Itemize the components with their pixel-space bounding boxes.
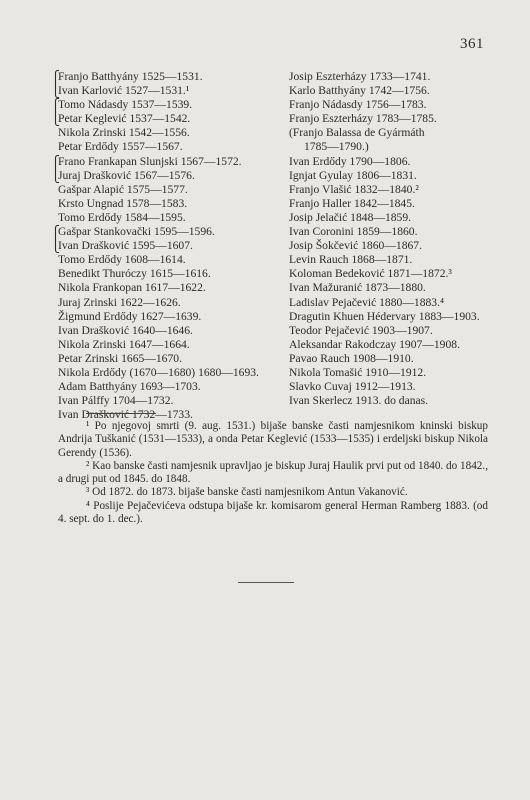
ban-entry bbox=[58, 338, 280, 352]
ban-entry-text: Levin Rauch 1868—1871. bbox=[289, 253, 413, 267]
brace-mark: ⎩ bbox=[51, 168, 60, 183]
ban-entry bbox=[289, 296, 494, 310]
footnote-separator bbox=[86, 413, 156, 414]
ban-entry-text: Ivan Drašković 1640—1646. bbox=[58, 323, 193, 337]
ban-entry-text: Žigmund Erdődy 1627—1639. bbox=[58, 309, 202, 323]
ban-entry-text: Adam Batthyány 1693—1703. bbox=[58, 380, 201, 394]
ban-entry-text: Petar Keglević 1537—1542. bbox=[58, 112, 191, 126]
brace-mark: ⎧ bbox=[51, 154, 60, 169]
ban-entry-text: Benedikt Thuróczy 1615—1616. bbox=[58, 267, 211, 281]
ban-entry bbox=[289, 211, 494, 225]
right-column bbox=[289, 70, 494, 408]
ban-entry bbox=[289, 310, 494, 324]
ban-entry bbox=[289, 394, 494, 408]
footnote-4: ⁴ Poslije Pejačevićeva odstupa bijaše kr. komisarom general Herman Ramberg 1883. (od 4. sept. do 1. dec.). bbox=[58, 499, 488, 526]
ban-entry-text: Ivan Erdődy 1790—1806. bbox=[289, 154, 411, 168]
ban-entry bbox=[289, 169, 494, 183]
brace-mark: ⎩ bbox=[51, 84, 60, 99]
ban-entry-text: Ivan Coronini 1859—1860. bbox=[289, 225, 418, 239]
ban-entry bbox=[51, 154, 280, 169]
ban-entry bbox=[58, 183, 280, 197]
ban-entry-text: Ivan Drašković 1595—1607. bbox=[58, 239, 193, 253]
ban-entry bbox=[51, 70, 280, 84]
ban-entry bbox=[289, 98, 494, 112]
ban-entry bbox=[51, 98, 280, 113]
ban-entry-text: Teodor Pejačević 1903—1907. bbox=[289, 323, 433, 337]
ban-entry bbox=[58, 253, 280, 267]
ban-entry bbox=[58, 394, 280, 408]
ban-entry-text: Franjo Batthyány 1525—1531. bbox=[58, 70, 203, 83]
ban-entry-text: Koloman Bedeković 1871—1872.³ bbox=[289, 267, 452, 281]
page-number: 361 bbox=[460, 36, 484, 52]
ban-entry-text: Ivan Skerlecz 1913. do danas. bbox=[289, 394, 429, 408]
footnote-3: ³ Od 1872. do 1873. bijaše banske časti namjesnikom Antun Vakanović. bbox=[86, 486, 408, 499]
ban-entry-text: Ivan Pálffy 1704—1732. bbox=[58, 394, 174, 408]
ban-entry bbox=[51, 84, 280, 99]
footnotes bbox=[58, 420, 488, 526]
ban-entry bbox=[58, 281, 280, 295]
left-column bbox=[51, 70, 280, 422]
ban-entry bbox=[289, 155, 494, 169]
ban-entry bbox=[58, 140, 280, 154]
footnote-1: ¹ Po njegovoj smrti (9. aug. 1531.) bijaše banske časti namjesnikom kninski biskup Andrija Tuškanić (1531—1533), a onda Petar Keglević (1533—1535) i erdeljski biskup Nikola Gerendy (1536). bbox=[58, 420, 488, 459]
ban-entry-text: Aleksandar Rakodczay 1907—1908. bbox=[289, 337, 460, 351]
ban-entry-text: Tomo Nádasdy 1537—1539. bbox=[58, 98, 193, 112]
ban-entry bbox=[51, 225, 280, 240]
ban-entry bbox=[289, 324, 494, 338]
ban-entry-text: Ivan Mažuranić 1873—1880. bbox=[289, 281, 426, 295]
ban-entry bbox=[58, 211, 280, 225]
ban-entry-text: Ladislav Pejačević 1880—1883.⁴ bbox=[289, 295, 445, 309]
ban-entry bbox=[51, 168, 280, 183]
ban-entry bbox=[58, 197, 280, 211]
brace-mark: ⎩ bbox=[51, 112, 60, 127]
ban-entry-text: Dragutin Khuen Hédervary 1883—1903. bbox=[289, 309, 480, 323]
ban-entry bbox=[58, 126, 280, 140]
ban-entry-text: Tomo Erdődy 1608—1614. bbox=[58, 253, 186, 267]
ban-entry-text: Gašpar Alapić 1575—1577. bbox=[58, 182, 188, 196]
ban-entry bbox=[289, 112, 494, 126]
ban-entry-text: Nikola Erdődy (1670—1680) 1680—1693. bbox=[58, 365, 259, 379]
ban-entry-text: (Franjo Balassa de Gyármáth bbox=[289, 126, 425, 140]
ban-entry bbox=[58, 324, 280, 338]
ban-entry-text: Josip Jelačić 1848—1859. bbox=[289, 210, 412, 224]
ban-entry-text: Nikola Zrinski 1647—1664. bbox=[58, 337, 190, 351]
ban-entry-text: 1785—1790.) bbox=[304, 140, 369, 154]
brace-mark: ⎧ bbox=[51, 98, 60, 113]
ban-entry-text: Karlo Batthyány 1742—1756. bbox=[289, 84, 430, 98]
ban-entry-text: Krsto Ungnad 1578—1583. bbox=[58, 196, 188, 210]
ban-entry bbox=[58, 380, 280, 394]
ban-entry-text: Franjo Haller 1842—1845. bbox=[289, 196, 415, 210]
ban-entry-text: Slavko Cuvaj 1912—1913. bbox=[289, 380, 416, 394]
ban-entry bbox=[58, 296, 280, 310]
ban-entry-text: Nikola Zrinski 1542—1556. bbox=[58, 126, 190, 140]
brace-mark: ⎧ bbox=[51, 225, 60, 240]
ban-entry bbox=[289, 281, 494, 295]
ban-entry bbox=[289, 253, 494, 267]
ban-entry bbox=[289, 84, 494, 98]
ban-entry bbox=[289, 183, 494, 197]
footnote-2: ² Kao banske časti namjesnik upravljao je biskup Juraj Haulik prvi put od 1840. do 1842., a drugi put od 1845. do 1848. bbox=[58, 459, 488, 486]
ban-entry bbox=[58, 352, 280, 366]
ban-entry bbox=[289, 267, 494, 281]
ban-entry bbox=[289, 140, 494, 154]
ban-entry-text: Frano Frankapan Slunjski 1567—1572. bbox=[58, 154, 242, 168]
ban-entry bbox=[58, 310, 280, 324]
ban-entry-text: Ivan Karlović 1527—1531.¹ bbox=[58, 84, 190, 98]
ban-entry bbox=[51, 239, 280, 254]
ban-entry bbox=[289, 225, 494, 239]
ban-entry-text: Nikola Tomašić 1910—1912. bbox=[289, 365, 427, 379]
brace-mark: ⎩ bbox=[51, 239, 60, 254]
ban-entry-text: Ignjat Gyulay 1806—1831. bbox=[289, 168, 417, 182]
ban-entry-text: Petar Zrinski 1665—1670. bbox=[58, 351, 182, 365]
ban-entry bbox=[58, 267, 280, 281]
ban-entry bbox=[58, 366, 280, 380]
ban-entry-text: Petar Erdődy 1557—1567. bbox=[58, 140, 183, 154]
ban-entry-text: Josip Eszterházy 1733—1741. bbox=[289, 70, 431, 83]
end-rule bbox=[238, 582, 294, 583]
brace-mark: ⎧ bbox=[51, 70, 60, 84]
ban-entry bbox=[51, 112, 280, 127]
ban-entry-text: Franjo Vlašić 1832—1840.² bbox=[289, 182, 419, 196]
ban-entry bbox=[289, 352, 494, 366]
ban-entry-text: Gašpar Stankovački 1595—1596. bbox=[58, 225, 215, 239]
ban-entry-text: Franjo Eszterházy 1783—1785. bbox=[289, 112, 437, 126]
ban-entry bbox=[289, 126, 494, 140]
ban-entry bbox=[289, 239, 494, 253]
ban-entry bbox=[289, 366, 494, 380]
ban-entry-text: Franjo Nádasdy 1756—1783. bbox=[289, 98, 427, 112]
ban-entry-text: Josip Šokčević 1860—1867. bbox=[289, 239, 422, 253]
ban-entry-text: Juraj Zrinski 1622—1626. bbox=[58, 295, 181, 309]
ban-entry bbox=[289, 197, 494, 211]
ban-entry bbox=[289, 338, 494, 352]
ban-entry-text: Tomo Erdődy 1584—1595. bbox=[58, 210, 186, 224]
ban-entry-text: Juraj Drašković 1567—1576. bbox=[58, 168, 195, 182]
ban-entry-text: Pavao Rauch 1908—1910. bbox=[289, 351, 414, 365]
ban-entry bbox=[289, 70, 494, 84]
ban-entry-text: Ivan Drašković 1732—1733. bbox=[58, 408, 193, 422]
ban-entry bbox=[289, 380, 494, 394]
ban-entry-text: Nikola Frankopan 1617—1622. bbox=[58, 281, 206, 295]
